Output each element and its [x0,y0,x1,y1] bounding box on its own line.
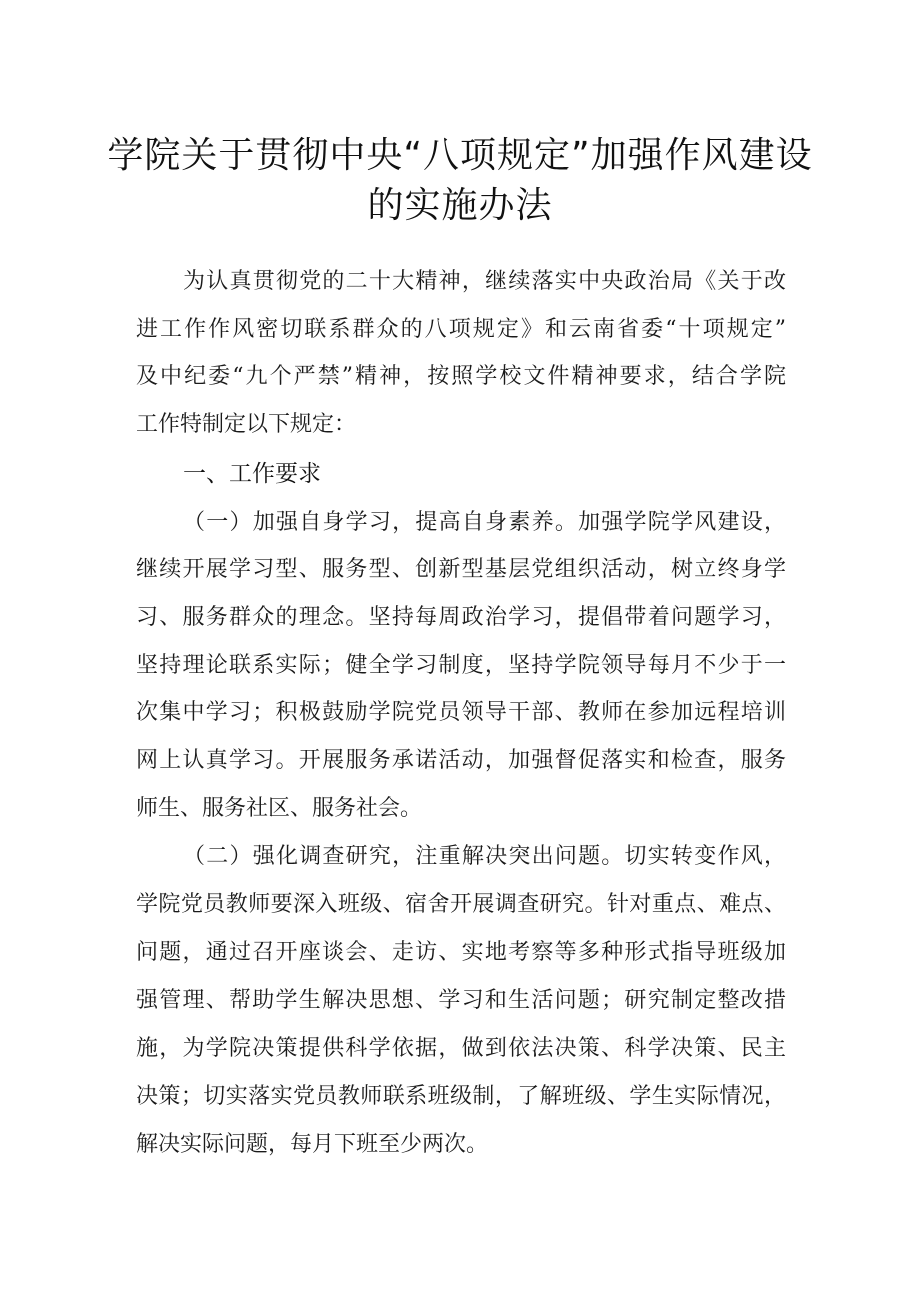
page-title-line-2: 的实施办法 [367,185,553,226]
section-heading: 一、工作要求 [183,461,321,487]
page-title-line-1: 学院关于贯彻中央“八项规定”加强作风建设 [107,135,813,176]
para1-line: 师生、服务社区、服务社会。 [136,796,423,821]
para1-line: 坚持理论联系实际；健全学习制度，坚持学院领导每月不少于一 [136,653,786,678]
para2-line: 决策；切实落实党员教师联系班级制，了解班级、学生实际情况， [136,1084,786,1109]
para1-line: 网上认真学习。开展服务承诺活动，加强督促落实和检查，服务 [136,748,786,773]
para2-line: 问题，通过召开座谈会、走访、实地考察等多种形式指导班级加 [136,940,786,965]
para2-line: 强管理、帮助学生解决思想、学习和生活问题；研究制定整改措 [136,988,786,1013]
para1-line: 次集中学习；积极鼓励学院党员领导干部、教师在参加远程培训 [136,700,786,725]
para2-line: 解决实际问题，每月下班至少两次。 [136,1132,489,1157]
intro-line: 进工作作风密切联系群众的八项规定》和云南省委“十项规定” [136,317,786,342]
intro-line: 工作特制定以下规定： [136,412,357,437]
para2-line: 施，为学院决策提供科学依据，做到依法决策、科学决策、民主 [136,1036,786,1061]
intro-line: 及中纪委“九个严禁”精神，按照学校文件精神要求，结合学院 [136,364,786,389]
para2-line: 学院党员教师要深入班级、宿舍开展调查研究。针对重点、难点、 [136,892,786,917]
para1-line: 习、服务群众的理念。坚持每周政治学习，提倡带着问题学习， [136,605,786,630]
para2-line: （二）强化调查研究，注重解决突出问题。切实转变作风， [183,844,786,869]
para1-line: （一）加强自身学习，提高自身素养。加强学院学风建设， [183,510,786,535]
para1-line: 继续开展学习型、服务型、创新型基层党组织活动，树立终身学 [136,557,786,582]
intro-line: 为认真贯彻党的二十大精神，继续落实中央政治局《关于改 [183,269,786,294]
